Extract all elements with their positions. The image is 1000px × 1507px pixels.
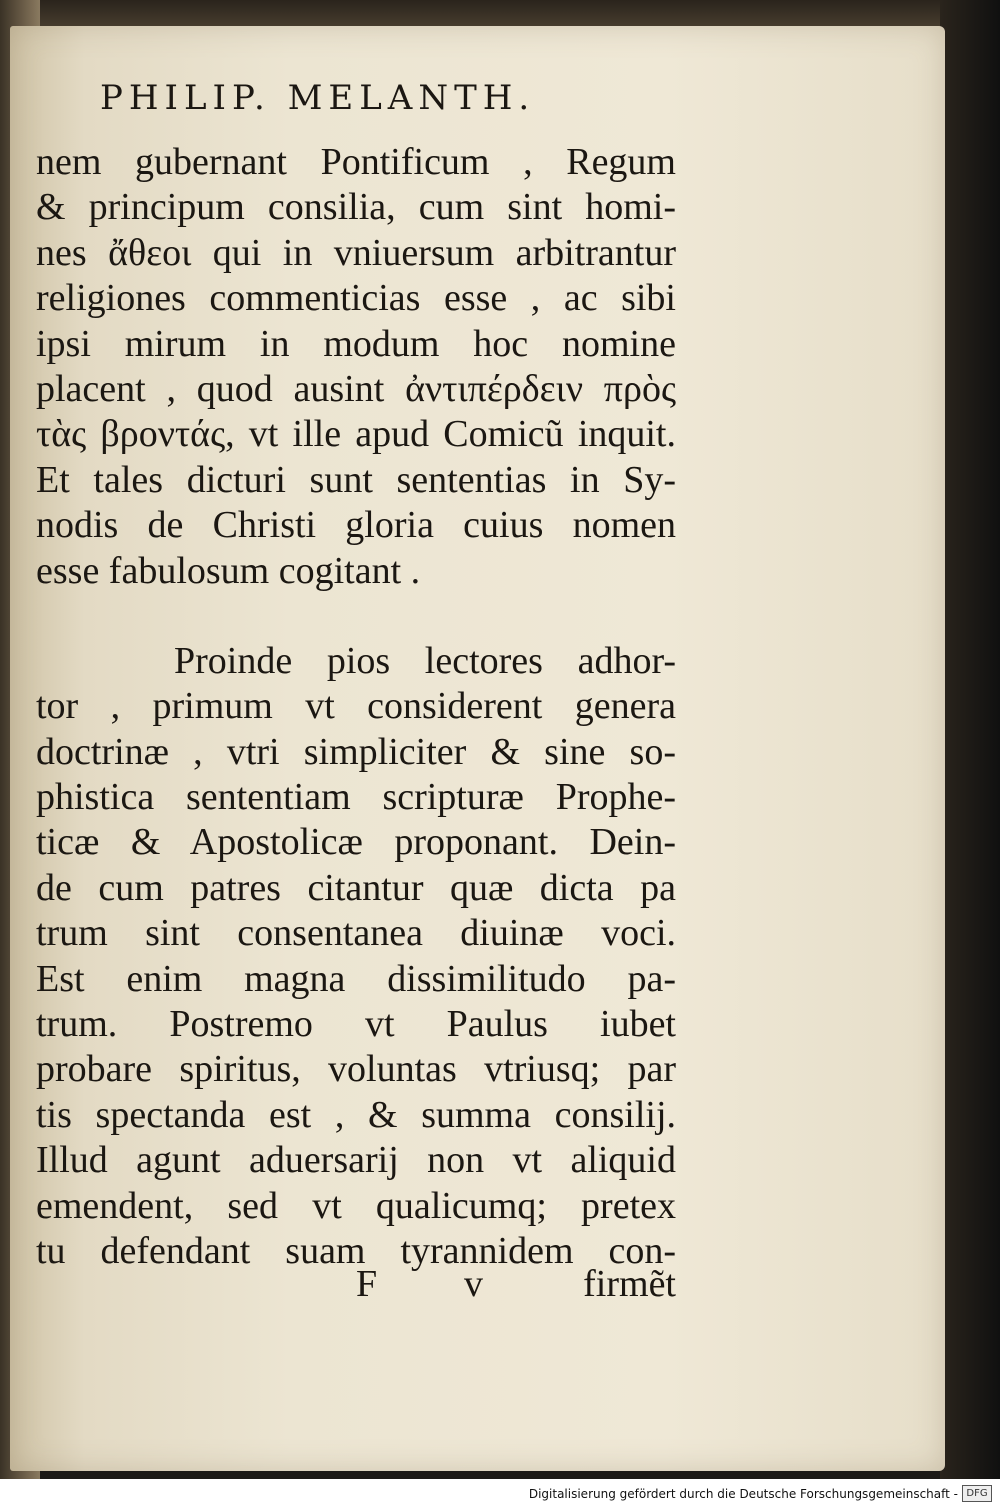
- text-line: religiones commenticias esse , ac sibi: [36, 277, 676, 320]
- catchword: firmẽt: [583, 1263, 676, 1305]
- text-line: tu defendant suam tyrannidem con-: [36, 1229, 676, 1272]
- running-header: PHILIP. MELANTH.: [100, 78, 536, 118]
- text-line: tor , primum vt considerent genera: [36, 685, 676, 728]
- text-line: & principum consilia, cum sint homi-: [36, 186, 676, 229]
- footer-bar: [0, 1479, 1000, 1507]
- signature-mark: F: [356, 1263, 378, 1305]
- text-line: nem gubernant Pontificum , Regum: [36, 141, 676, 183]
- text-line: trum. Postremo vt Paulus iubet: [36, 1003, 676, 1046]
- signature-number: v: [464, 1263, 483, 1305]
- text-line: τὰς βροντάς, vt ille apud Comicũ inquit.: [36, 413, 676, 456]
- text-line: doctrinæ , vtri simpliciter & sine so-: [36, 730, 676, 773]
- text-line: tis spectanda est , & summa consilij.: [36, 1093, 676, 1136]
- dfg-logo: DFG: [962, 1485, 992, 1502]
- footer-credit: Digitalisierung gefördert durch die Deutsche Forschungsgemeinschaft -: [528, 1487, 958, 1501]
- text-line: nodis de Christi gloria cuius nomen: [36, 504, 676, 547]
- book-right-edge: [940, 0, 1000, 1507]
- signature-line: [36, 1262, 676, 1312]
- text-line: probare spiritus, voluntas vtriusq; par: [36, 1048, 676, 1091]
- text-line: placent , quod ausint ἀντιπέρδειν πρὸς: [36, 367, 676, 410]
- text-line: Est enim magna dissimilitudo pa-: [36, 957, 676, 1000]
- text-line: Et tales dicturi sunt sententias in Sy-: [36, 458, 676, 501]
- text-line: ipsi mirum in modum hoc nomine: [36, 322, 676, 365]
- text-line: de cum patres citantur quæ dicta pa: [36, 866, 676, 909]
- text-line: emendent, sed vt qualicumq; pretex: [36, 1184, 676, 1227]
- page-text: [36, 140, 676, 1274]
- text-line: ticæ & Apostolicæ proponant. Dein-: [36, 821, 676, 864]
- text-line: phistica sententiam scripturæ Prophe-: [36, 776, 676, 819]
- text-line: esse fabulosum cogitant .: [36, 549, 421, 592]
- text-line: Proinde pios lectores adhor-: [174, 639, 676, 682]
- text-line: trum sint consentanea diuinæ voci.: [36, 912, 676, 955]
- text-line: Illud agunt aduersarij non vt aliquid: [36, 1139, 676, 1182]
- text-line: nes ἄθεοι qui in vniuersum arbitrantur: [36, 231, 676, 274]
- paragraph-gap: [36, 594, 676, 639]
